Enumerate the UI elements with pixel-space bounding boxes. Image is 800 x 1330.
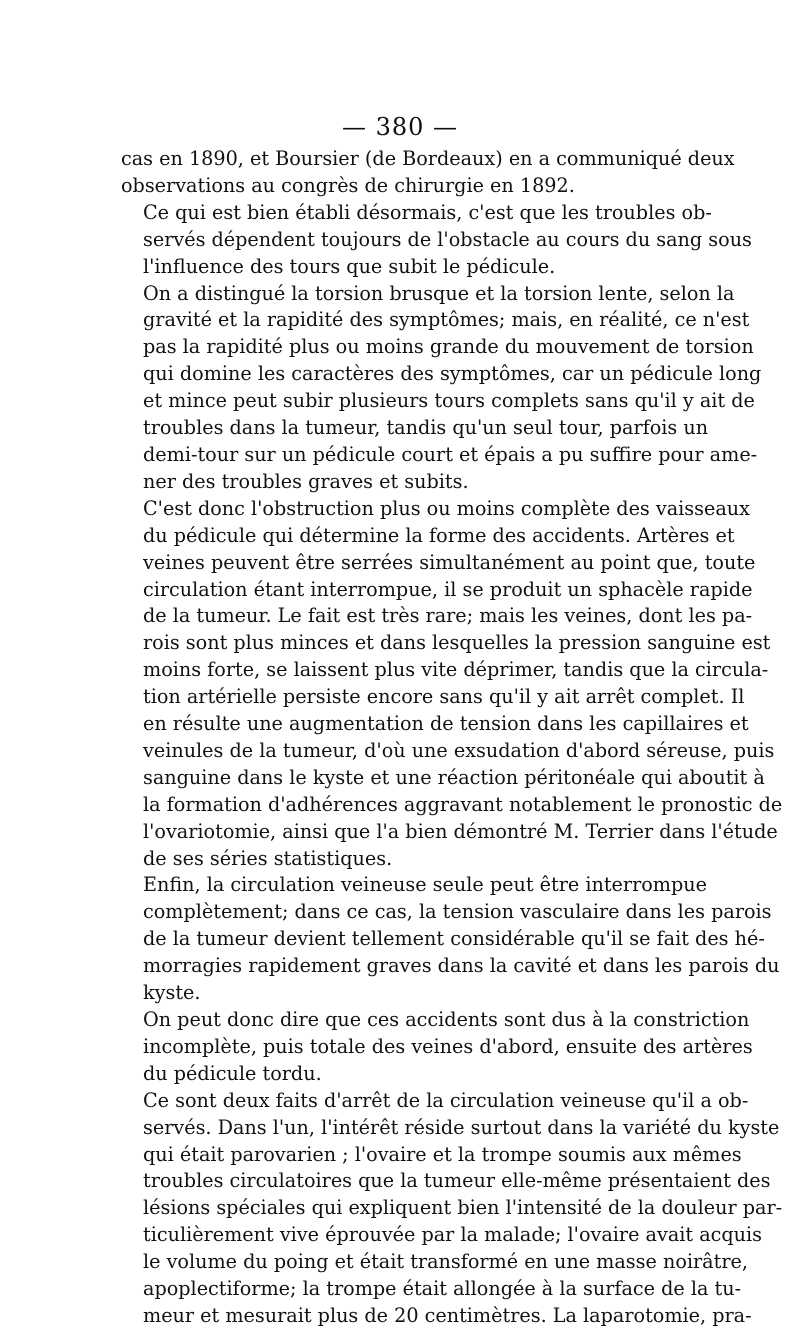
text-line: du pédicule qui détermine la forme des accidents. Artères et [143, 523, 735, 547]
text-line: observations au congrès de chirurgie en 1892. [121, 173, 575, 197]
paragraph [121, 872, 780, 1007]
text-line: apoplectiforme; la trompe était allongée à la surface de la tu- [143, 1277, 742, 1301]
text-line: qui était parovarien ; l'ovaire et la trompe soumis aux mêmes [143, 1142, 742, 1166]
text-line: Enfin, la circulation veineuse seule peut être interrompue [143, 873, 707, 897]
text-line: gravité et la rapidité des symptômes; mais, en réalité, ce n'est [143, 308, 750, 332]
text-line: sanguine dans le kyste et une réaction péritonéale qui aboutit à [143, 765, 765, 789]
text-line: qui domine les caractères des symptômes, car un pédicule long [143, 362, 762, 386]
text-line: de la tumeur devient tellement considérable qu'il se fait des hé- [143, 927, 765, 951]
text-line: ticulièrement vive éprouvée par la malade; l'ovaire avait acquis [143, 1223, 763, 1247]
text-line: du pédicule tordu. [143, 1061, 322, 1085]
text-line: complètement; dans ce cas, la tension vasculaire dans les parois [143, 900, 772, 924]
text-line: de la tumeur. Le fait est très rare; mais les veines, dont les pa- [143, 604, 753, 628]
text-line: C'est donc l'obstruction plus ou moins complète des vaisseaux [143, 496, 750, 520]
text-line: servés. Dans l'un, l'intérêt réside surtout dans la variété du kyste [143, 1115, 780, 1139]
text-line: la formation d'adhérences aggravant notablement le pronostic de [143, 792, 783, 816]
text-line: le volume du poing et était transformé en une masse noirâtre, [143, 1250, 748, 1274]
text-line: Ce sont deux faits d'arrêt de la circulation veineuse qu'il a ob- [143, 1088, 749, 1112]
paragraph [121, 146, 735, 200]
text-line: et mince peut subir plusieurs tours complets sans qu'il y ait de [143, 389, 755, 413]
text-line: servés dépendent toujours de l'obstacle au cours du sang sous [143, 227, 752, 251]
text-line: On peut donc dire que ces accidents sont dus à la constriction [143, 1008, 750, 1031]
text-line: de ses séries statistiques. [143, 846, 393, 870]
paragraph [121, 281, 762, 496]
paragraph [121, 200, 752, 281]
text-line: veinules de la tumeur, d'où une exsudation d'abord séreuse, puis [143, 738, 775, 762]
text-line: veines peuvent être serrées simultanément au point que, toute [143, 550, 756, 574]
text-line: moins forte, se laissent plus vite déprimer, tandis que la circula- [143, 658, 769, 682]
text-line: circulation étant interrompue, il se produit un sphacèle rapide [143, 577, 753, 601]
paragraph [121, 1088, 783, 1330]
paragraph [121, 496, 783, 873]
text-line: l'influence des tours que subit le pédicule. [143, 254, 556, 278]
text-line: morragies rapidement graves dans la cavité et dans les parois du [143, 954, 780, 978]
text-line: Ce qui est bien établi désormais, c'est que les troubles ob- [143, 200, 712, 224]
text-line: rois sont plus minces et dans lesquelles la pression sanguine est [143, 631, 771, 655]
text-line: incomplète, puis totale des veines d'abord, ensuite des artères [143, 1034, 753, 1058]
text-line: demi-tour sur un pédicule court et épais a pu suffire pour ame- [143, 442, 758, 466]
text-line: troubles dans la tumeur, tandis qu'un seul tour, parfois un [143, 416, 709, 440]
page-number-header: — 380 — [341, 113, 459, 141]
text-line: cas en 1890, et Boursier (de Bordeaux) en a communiqué deux [121, 147, 735, 170]
text-line: l'ovariotomie, ainsi que l'a bien démontré M. Terrier dans l'étude [143, 819, 778, 843]
text-line: meur et mesurait plus de 20 centimètres. La laparotomie, pra- [143, 1303, 752, 1327]
text-line: kyste. [143, 981, 201, 1005]
text-line: tion artérielle persiste encore sans qu'il y ait arrêt complet. Il [143, 685, 745, 709]
text-line: lésions spéciales qui expliquent bien l'intensité de la douleur par- [143, 1196, 783, 1220]
paragraph [121, 1007, 753, 1088]
text-line: troubles circulatoires que la tumeur elle-même présentaient des [143, 1169, 771, 1193]
text-line: ner des troubles graves et subits. [143, 469, 469, 493]
text-line: pas la rapidité plus ou moins grande du mouvement de torsion [143, 335, 754, 359]
body-text [121, 146, 783, 1330]
text-line: en résulte une augmentation de tension dans les capillaires et [143, 712, 749, 736]
text-line: On a distingué la torsion brusque et la torsion lente, selon la [143, 281, 735, 305]
